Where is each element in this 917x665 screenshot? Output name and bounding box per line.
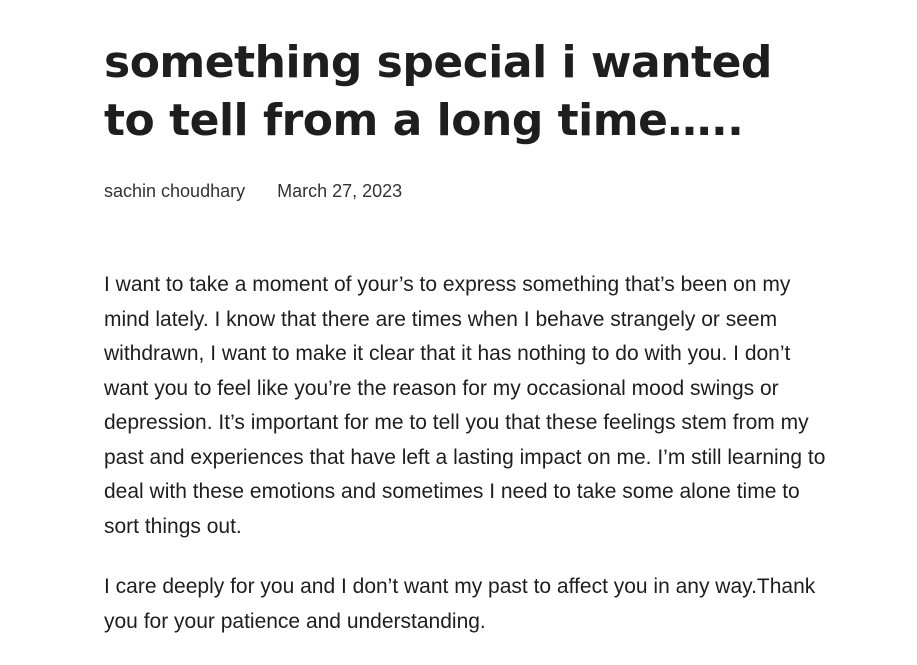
blog-post — [104, 34, 834, 665]
paragraph: I care deeply for you and I don’t want my past to affect you in any way.Thank you for your patience and understanding. — [104, 575, 816, 633]
post-meta — [104, 180, 834, 202]
author-link[interactable]: sachin choudhary — [104, 181, 246, 201]
post-content — [104, 268, 834, 639]
post-title: something special i wanted to tell from a long time….. — [104, 37, 772, 146]
post-date: March 27, 2023 — [277, 181, 403, 201]
paragraph: I want to take a moment of your’s to express something that’s been on my mind lately. I know that there are times when I behave strangely or seem withdrawn, I want to make it clear that it has nothing to do with you. I don’t want you to feel like you’re the reason for my occasional mood swings or depression. It’s important for me to tell you that these feelings stem from my past and experiences that have left a lasting impact on me. I’m still learning to deal with these emotions and sometimes I need to take some alone time to sort things out. — [104, 273, 826, 538]
